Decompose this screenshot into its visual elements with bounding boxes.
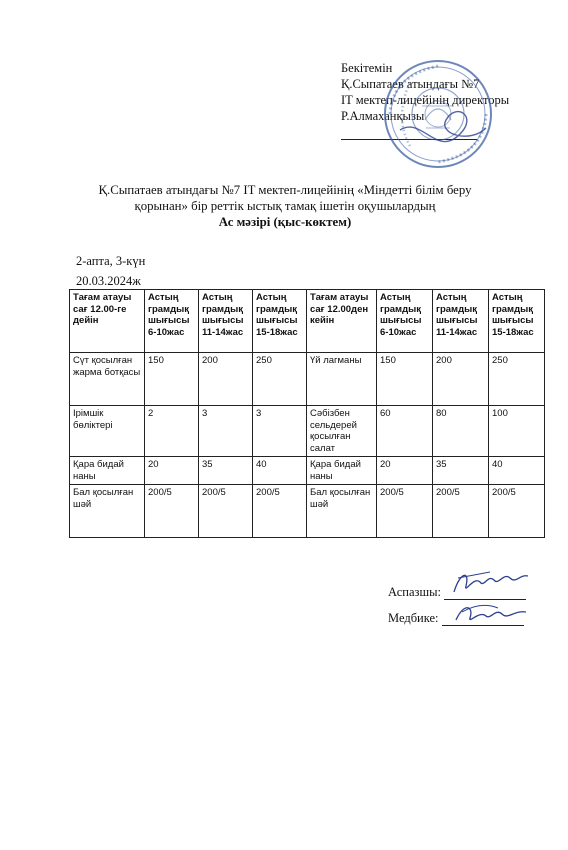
approval-line-1: Бекітемін [341,61,393,75]
column-header: Астың грамдық шығысы 6-10жас [145,290,199,353]
approval-line-2: Қ.Сыпатаев атындағы №7 [341,77,480,91]
title-line-1: Қ.Сыпатаев атындағы №7 IT мектеп-лицейінің «Міндетті білім беру [98,183,472,197]
column-header: Астың грамдық шығысы 11-14жас [199,290,253,353]
table-cell: 250 [253,353,307,406]
approval-line-3: IT мектеп-лицейінің директоры [341,93,510,107]
table-cell: Қара бидай наны [70,457,145,485]
table-cell: 150 [145,353,199,406]
table-cell: Қара бидай наны [307,457,377,485]
nurse-signature-icon [452,598,532,628]
table-cell: 3 [199,406,253,457]
column-header: Тағам атауы сағ 12.00-ге дейін [70,290,145,353]
cook-signature-icon [450,566,532,600]
school-stamp-icon [382,58,494,170]
table-cell: Сүт қосылған жарма ботқасы [70,353,145,406]
table-cell: Бал қосылған шәй [307,485,377,538]
table-cell: Сәбізбен сельдерей қосылған салат [307,406,377,457]
table-cell: 20 [145,457,199,485]
table-header-row [70,290,545,353]
table-cell: 200/5 [199,485,253,538]
approval-line-4: Р.Алмаханқызы [341,109,425,123]
column-header: Астың грамдық шығысы 11-14жас [433,290,489,353]
table-cell: Үй лагманы [307,353,377,406]
table-cell: Ірімшік бөліктері [70,406,145,457]
menu-heading: Ас мәзірі (қыс-көктем) [218,215,352,229]
table-cell: 200 [433,353,489,406]
table-cell: 35 [433,457,489,485]
nurse-label: Медбике: [388,611,439,625]
table-cell: 3 [253,406,307,457]
table-row [70,406,545,457]
table-cell: 200/5 [145,485,199,538]
document-title [40,182,530,230]
table-cell: Бал қосылған шәй [70,485,145,538]
table-row [70,457,545,485]
column-header: Астың грамдық шығысы 15-18жас [253,290,307,353]
table-cell: 60 [377,406,433,457]
title-line-2: қорынан» бір реттік ыстық тамақ ішетін оқушылардың [134,199,436,213]
table-cell: 80 [433,406,489,457]
table-cell: 200/5 [377,485,433,538]
menu-table [69,289,545,538]
table-row [70,353,545,406]
table-cell: 2 [145,406,199,457]
table-cell: 40 [253,457,307,485]
table-cell: 200/5 [253,485,307,538]
column-header: Астың грамдық шығысы 15-18жас [489,290,545,353]
table-row [70,485,545,538]
table-cell: 100 [489,406,545,457]
menu-meta [76,251,145,291]
column-header: Тағам атауы сағ 12.00ден кейін [307,290,377,353]
cook-label: Аспазшы: [388,585,441,599]
week-day-label: 2-апта, 3-күн [76,254,146,268]
column-header: Астың грамдық шығысы 6-10жас [377,290,433,353]
table-cell: 200 [199,353,253,406]
table-cell: 20 [377,457,433,485]
table-cell: 35 [199,457,253,485]
table-cell: 250 [489,353,545,406]
table-cell: 150 [377,353,433,406]
table-cell: 200/5 [433,485,489,538]
table-cell: 40 [489,457,545,485]
menu-date: 20.03.2024ж [76,274,141,288]
table-cell: 200/5 [489,485,545,538]
